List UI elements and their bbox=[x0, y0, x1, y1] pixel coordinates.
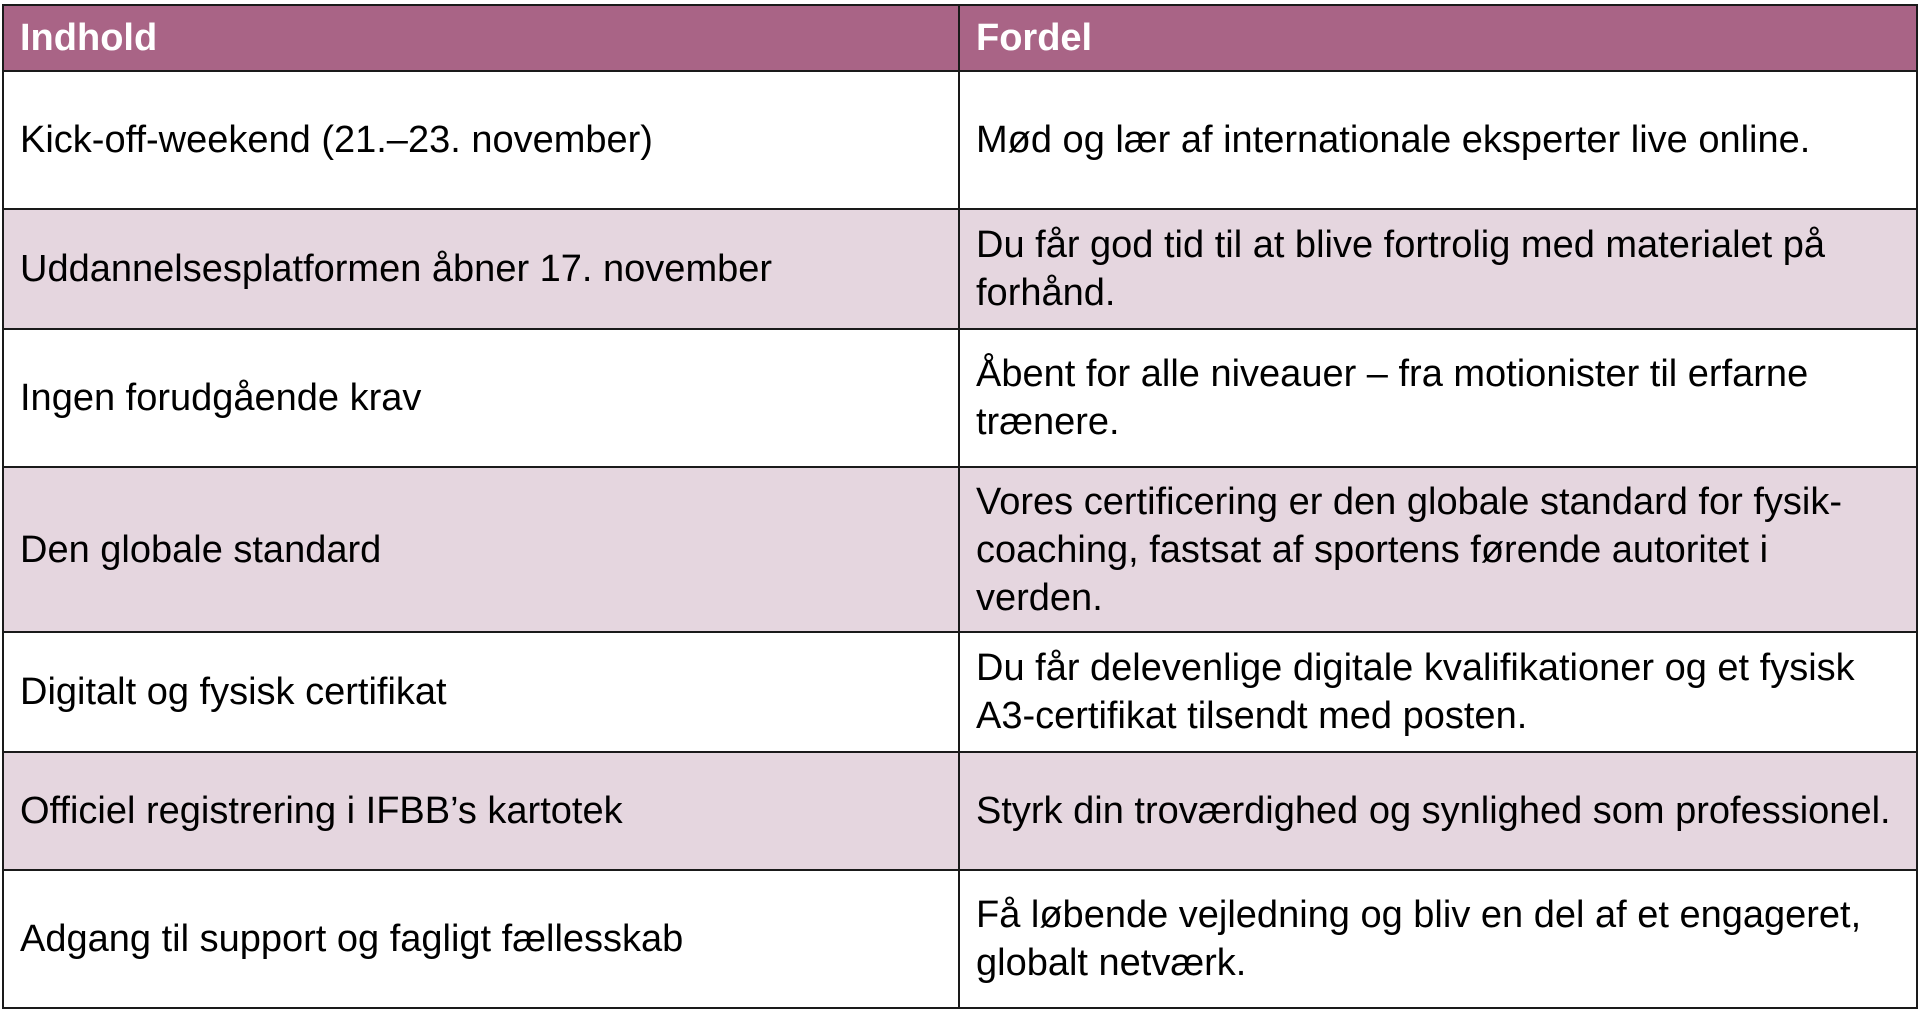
table-row bbox=[3, 752, 1917, 870]
table-row bbox=[3, 632, 1917, 752]
benefits-table-container bbox=[2, 4, 1916, 1009]
benefit-cell: Få løbende vejledning og bliv en del af et engageret, globalt netværk. bbox=[959, 870, 1917, 1008]
table-row bbox=[3, 71, 1917, 209]
column-header-benefit: Fordel bbox=[959, 5, 1917, 71]
content-cell: Digitalt og fysisk certifikat bbox=[3, 632, 959, 752]
benefit-cell: Mød og lær af internationale eksperter live online. bbox=[959, 71, 1917, 209]
content-cell: Kick-off-weekend (21.–23. november) bbox=[3, 71, 959, 209]
content-cell: Adgang til support og fagligt fællesskab bbox=[3, 870, 959, 1008]
benefit-cell: Åbent for alle niveauer – fra motionister til erfarne trænere. bbox=[959, 329, 1917, 467]
benefits-table bbox=[2, 4, 1918, 1009]
content-cell: Officiel registrering i IFBB’s kartotek bbox=[3, 752, 959, 870]
content-cell: Uddannelsesplatformen åbner 17. november bbox=[3, 209, 959, 329]
content-cell: Ingen forudgående krav bbox=[3, 329, 959, 467]
benefit-cell: Vores certificering er den globale standard for fysik-coaching, fastsat af sportens førende autoritet i verden. bbox=[959, 467, 1917, 632]
table-row bbox=[3, 329, 1917, 467]
table-row bbox=[3, 209, 1917, 329]
column-header-content: Indhold bbox=[3, 5, 959, 71]
table-row bbox=[3, 467, 1917, 632]
table-row bbox=[3, 870, 1917, 1008]
content-cell: Den globale standard bbox=[3, 467, 959, 632]
benefit-cell: Du får god tid til at blive fortrolig med materialet på forhånd. bbox=[959, 209, 1917, 329]
table-header-row bbox=[3, 5, 1917, 71]
benefit-cell: Styrk din troværdighed og synlighed som professionel. bbox=[959, 752, 1917, 870]
benefit-cell: Du får delevenlige digitale kvalifikationer og et fysisk A3-certifikat tilsendt med posten. bbox=[959, 632, 1917, 752]
